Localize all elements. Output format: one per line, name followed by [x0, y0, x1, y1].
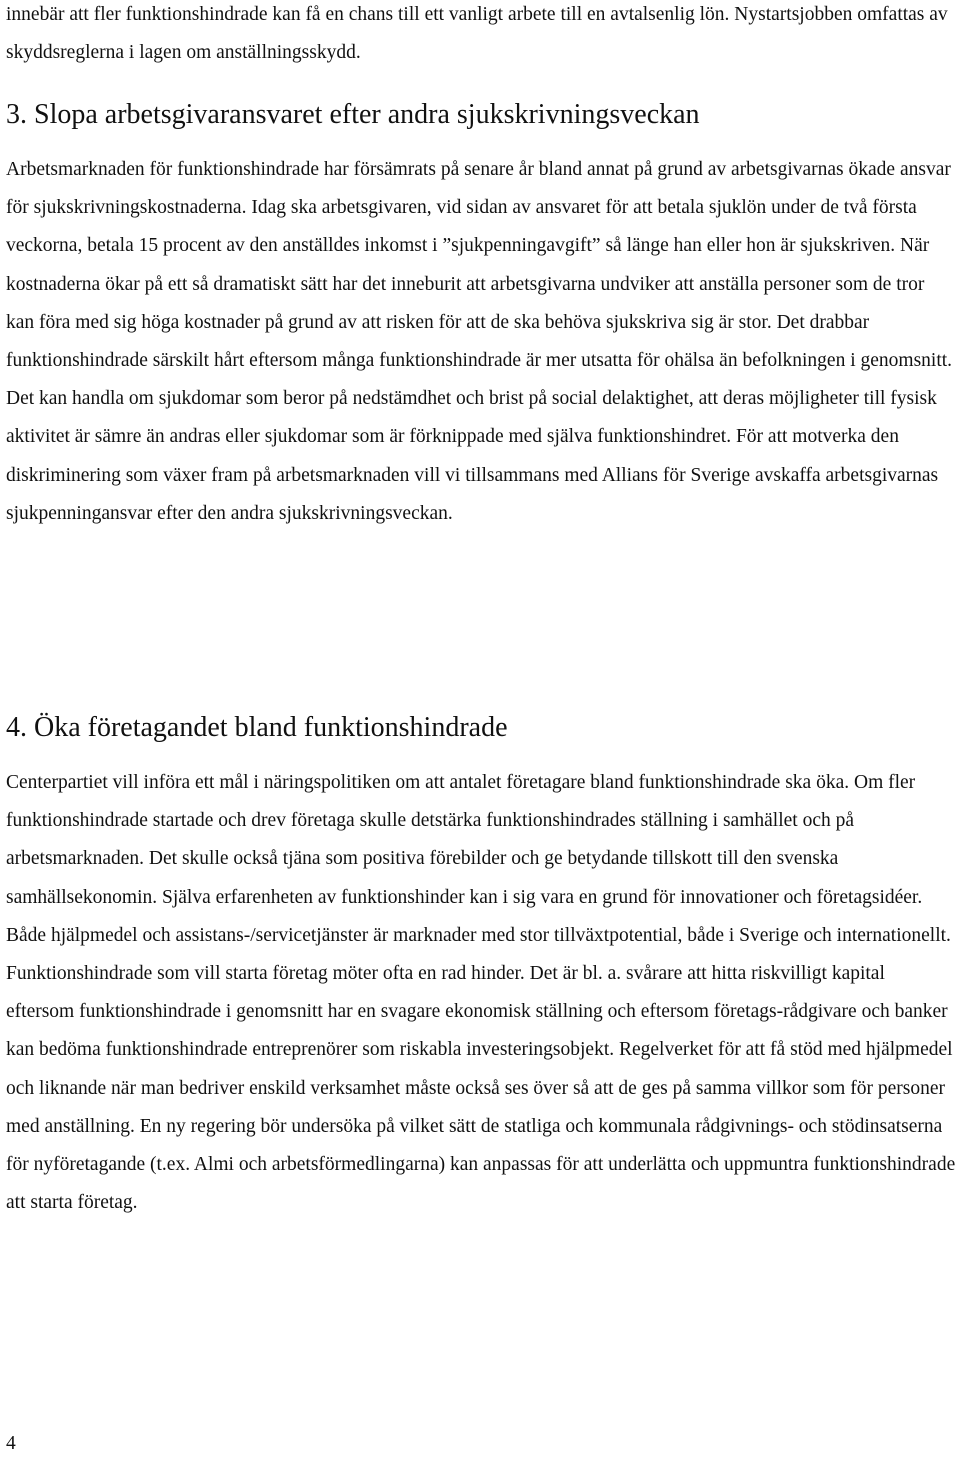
section-3-paragraph: Arbetsmarknaden för funktionshindrade har försämrats på senare år bland annat på grund av arbetsgivarnas ökade ansvar för sjukskrivningskostnaderna. Idag ska arbetsgivaren, vid sidan av ansvaret för att betala sjuklön under de två första veckorna, betala 15 procent av den anställdes inkomst i ”sjukpenningavgift” så länge han eller hon är sjukskriven. När kostnaderna ökar på ett så dramatiskt sätt har det inneburit att arbetsgivarna undviker att anställa personer som de tror kan föra med sig höga kostnader på grund av att risken för att de ska behöva sjukskriva sig är stor. Det drabbar funktionshindrade särskilt hårt eftersom många funktionshindrade är mer utsatta för ohälsa än befolkningen i genomsnitt. Det kan handla om sjukdomar som beror på nedstämdhet och brist på social delaktighet, att deras möjligheter till fysisk aktivitet är sämre än andras eller sjukdomar som är förknippade med själva funktionshindret. För att motverka den diskriminering som växer fram på arbetsmarknaden vill vi tillsammans med Allians för Sverige avskaffa arbetsgivarnas sjukpenningansvar efter den andra sjukskrivningsveckan.: [6, 159, 953, 524]
intro-paragraph: innebär att fler funktionshindrade kan få en chans till ett vanligt arbete till en avtalsenlig lön. Nystartsjobben omfattas av skyddsreglerna i lagen om anställningsskydd.: [6, 4, 948, 64]
page-number: 4: [6, 1433, 16, 1454]
section-3-heading: 3. Slopa arbetsgivaransvaret efter andra sjukskrivningsveckan: [6, 99, 700, 130]
section-4-paragraph: Centerpartiet vill införa ett mål i näringspolitiken om att antalet företagare bland funktionshindrade ska öka. Om fler funktionshindrade startade och drev företaga skulle detstärka funktionshindrades ställning i samhället och på arbetsmarknaden. Det skulle också tjäna som positiva förebilder och ge betydande tillskott till den svenska samhällsekonomin. Själva erfarenheten av funktionshinder kan i sig vara en grund för innovationer och företagsidéer. Både hjälpmedel och assistans-/servicetjänster är marknader med stor tillväxtpotential, både i Sverige och internationellt. Funktionshindrade som vill starta företag möter ofta en rad hinder. Det är bl. a. svårare att hitta riskvilligt kapital eftersom funktionshindrade i genomsnitt har en svagare ekonomisk ställning och eftersom företags-rådgivare och banker kan bedöma funktionshindrade entreprenörer som riskabla investeringsobjekt. Regelverket för att få stöd med hjälpmedel och liknande när man bedriver enskild verksamhet måste också ses över så att de ges på samma villkor som för personer med anställning. En ny regering bör undersöka på vilket sätt de statliga och kommunala rådgivnings- och stödinsatserna för nyföretagande (t.ex. Almi och arbetsförmedlingarna) kan anpassas för att underlätta och uppmuntra funktionshindrade att starta företag.: [6, 772, 956, 1214]
section-4-heading: 4. Öka företagandet bland funktionshindrade: [6, 712, 508, 743]
